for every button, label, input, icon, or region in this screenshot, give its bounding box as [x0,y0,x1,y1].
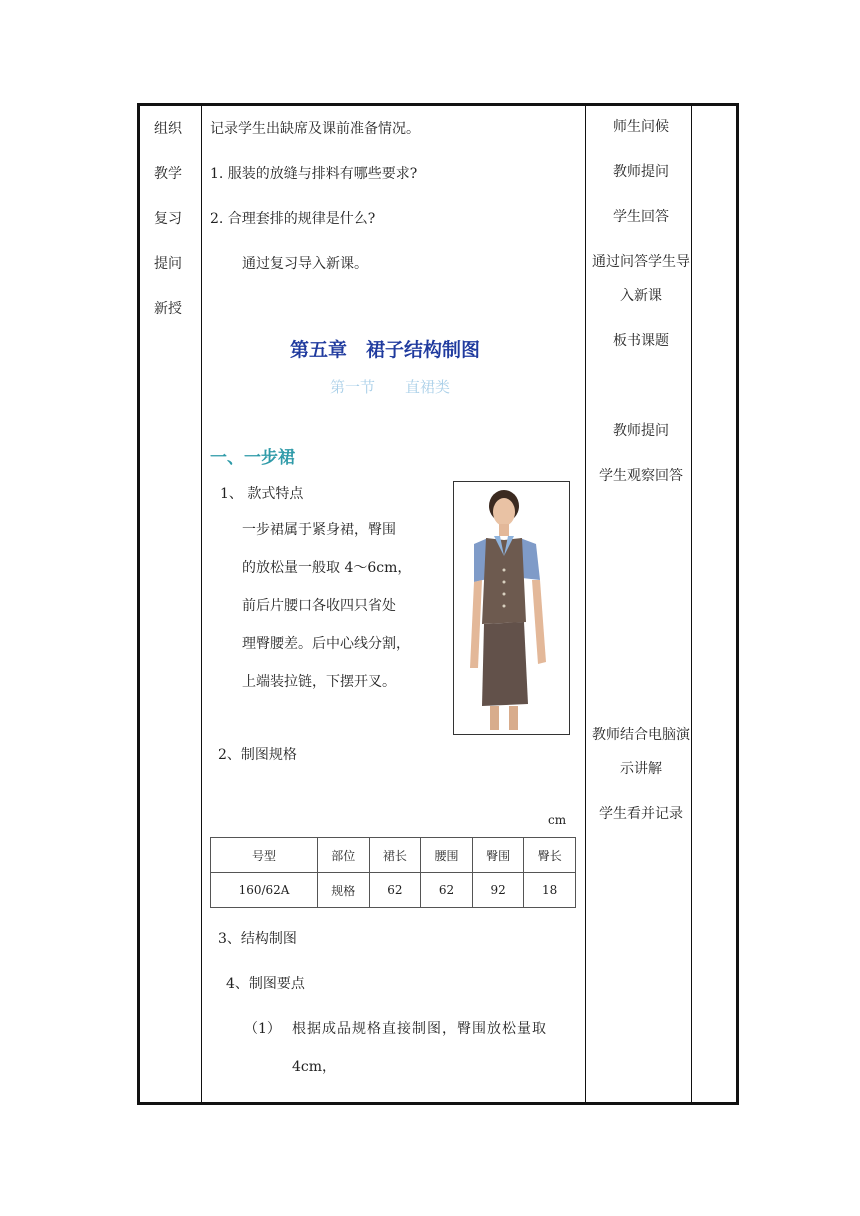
unit-label: cm [548,813,567,827]
table-header-cell: 裙长 [369,838,421,873]
skirt-model-photo [453,481,570,735]
table-header-cell: 部位 [318,838,370,873]
stage-label: 组织 [154,121,182,137]
table-cell: 92 [472,873,524,908]
intro-text: 通过复习导入新课。 [242,256,368,272]
subheading-spec: 2、制图规格 [218,747,297,763]
stage-label: 教学 [154,166,182,182]
stage-label: 新授 [154,301,182,317]
review-question: 1. 服装的放缝与排料有哪些要求? [210,166,418,182]
stage-label: 复习 [154,211,182,227]
model-illustration [454,482,569,734]
table-header-cell: 臀长 [524,838,576,873]
point-text: 根据成品规格直接制图，臀围放松量取 [292,1021,547,1037]
description-line: 上端装拉链，下摆开叉。 [242,674,396,690]
table-header-cell: 号型 [211,838,318,873]
point-text-continued: 4cm， [292,1059,337,1075]
size-spec-table [210,837,576,908]
activity-note: 师生问候 [613,119,669,135]
stage-label: 提问 [154,256,182,272]
table-row [211,873,576,908]
lesson-plan-table [137,103,739,1105]
activity-note: 学生看并记录 [599,806,683,822]
activity-note: 学生回答 [613,209,669,225]
table-header-cell: 腰围 [421,838,473,873]
table-cell: 18 [524,873,576,908]
table-cell: 160/62A [211,873,318,908]
column-divider [201,106,202,1102]
activity-note: 教师提问 [613,423,669,439]
subheading-style: 1、 款式特点 [220,486,304,502]
description-line: 前后片腰口各收四只省处 [242,598,396,614]
subheading-points: 4、制图要点 [226,976,305,992]
attendance-note: 记录学生出缺席及课前准备情况。 [210,121,420,137]
heading-one-step-skirt: 一、一步裙 [210,448,295,468]
point-number: （1） [244,1021,281,1037]
activity-note: 板书课题 [613,333,669,349]
activity-note: 通过问答学生导入新课 [592,254,690,304]
activity-note: 教师提问 [613,164,669,180]
table-header-cell: 臀围 [472,838,524,873]
activity-note: 教师结合电脑演示讲解 [592,727,690,777]
review-question: 2. 合理套排的规律是什么? [210,211,376,227]
table-header-row [211,838,576,873]
description-line: 的放松量一般取 4～6cm， [242,560,412,576]
description-line: 一步裙属于紧身裙，臀围 [242,522,396,538]
table-cell: 62 [369,873,421,908]
chapter-title: 第五章 裙子结构制图 [290,339,481,361]
table-cell: 62 [421,873,473,908]
activity-note: 学生观察回答 [599,468,683,484]
section-title: 第一节 直裙类 [330,378,451,396]
table-cell: 规格 [318,873,370,908]
column-divider [585,106,586,1102]
description-line: 理臀腰差。后中心线分割， [242,636,410,652]
subheading-drafting: 3、结构制图 [218,931,297,947]
